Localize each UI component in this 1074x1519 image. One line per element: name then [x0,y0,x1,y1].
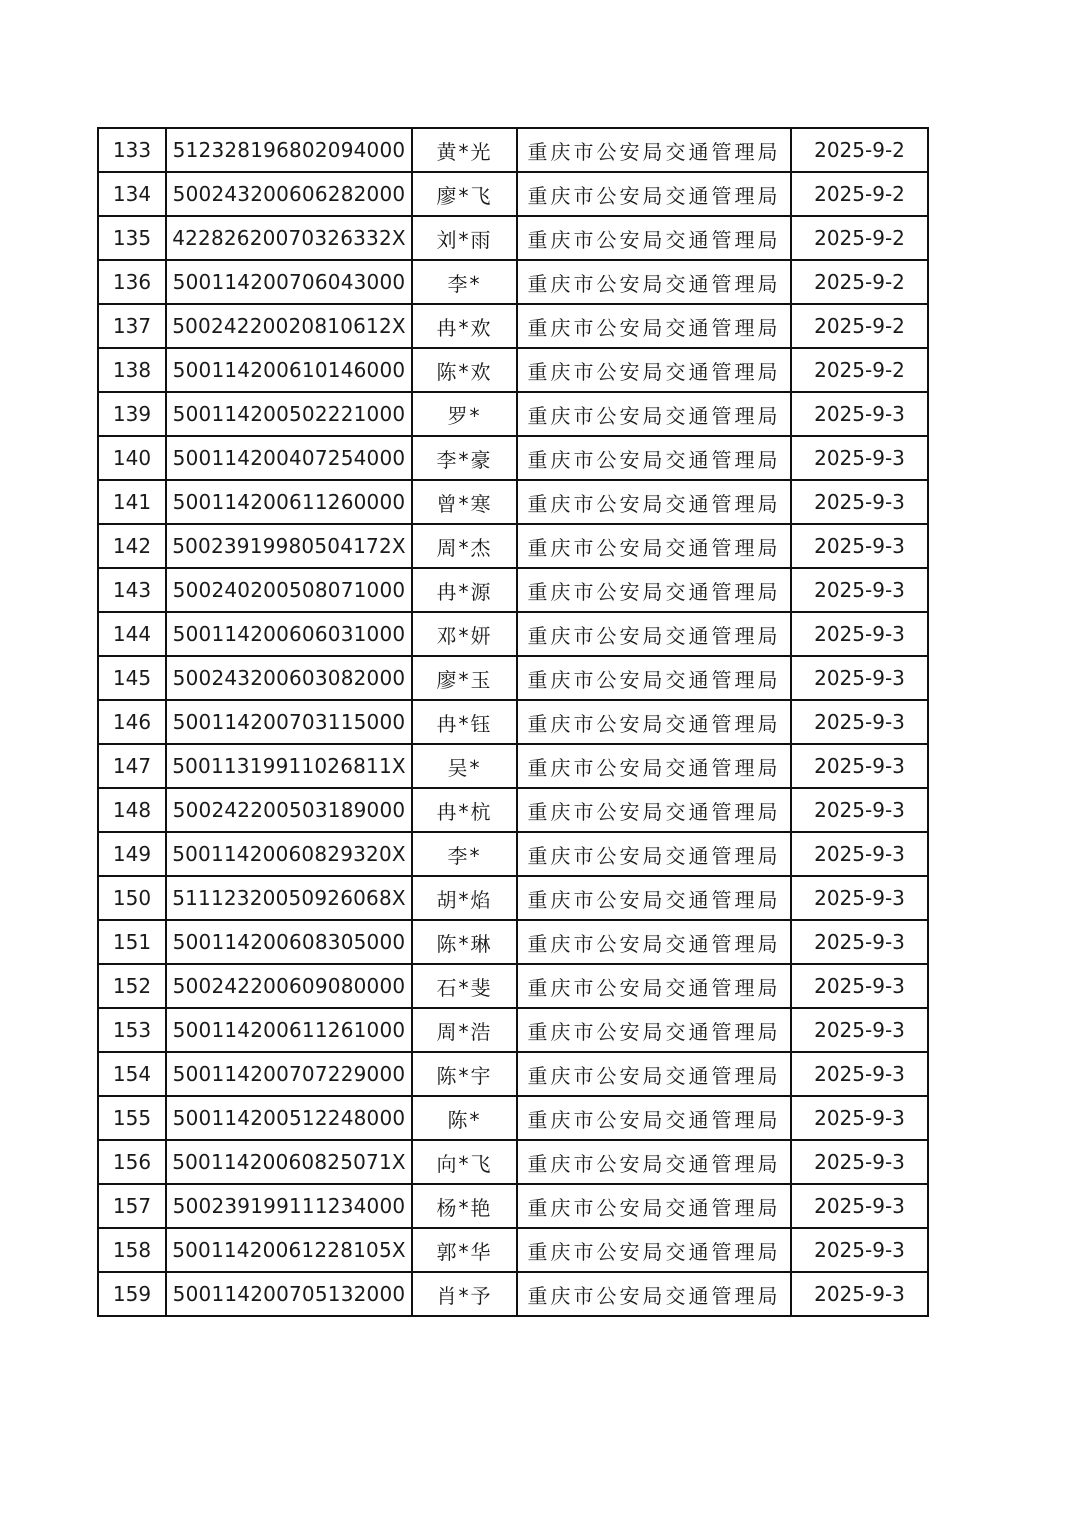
table-row [98,744,928,788]
person-name-cell: 李* [412,260,517,304]
table-row [98,788,928,832]
person-name-cell: 胡*焰 [412,876,517,920]
id-number-cell: 51112320050926068X [166,876,412,920]
date-cell: 2025-9-3 [791,480,928,524]
row-number-cell: 140 [98,436,166,480]
row-number-cell: 158 [98,1228,166,1272]
row-number-cell: 142 [98,524,166,568]
row-number-cell: 139 [98,392,166,436]
agency-cell: 重庆市公安局交通管理局 [517,436,791,480]
table-row [98,524,928,568]
id-number-cell: 512328196802094000 [166,128,412,172]
date-cell: 2025-9-3 [791,832,928,876]
agency-cell: 重庆市公安局交通管理局 [517,216,791,260]
date-cell: 2025-9-3 [791,1008,928,1052]
table-row [98,436,928,480]
person-name-cell: 李*豪 [412,436,517,480]
agency-cell: 重庆市公安局交通管理局 [517,1272,791,1316]
table-row [98,1052,928,1096]
person-name-cell: 邓*妍 [412,612,517,656]
roster-table [97,127,929,1317]
person-name-cell: 陈*欢 [412,348,517,392]
id-number-cell: 500242200609080000 [166,964,412,1008]
table-row [98,920,928,964]
person-name-cell: 陈*宇 [412,1052,517,1096]
table-row [98,1008,928,1052]
table-row [98,216,928,260]
table-row [98,172,928,216]
date-cell: 2025-9-2 [791,128,928,172]
person-name-cell: 冉*杭 [412,788,517,832]
date-cell: 2025-9-3 [791,1272,928,1316]
person-name-cell: 向*飞 [412,1140,517,1184]
person-name-cell: 罗* [412,392,517,436]
person-name-cell: 黄*光 [412,128,517,172]
person-name-cell: 廖*飞 [412,172,517,216]
table-row [98,700,928,744]
person-name-cell: 冉*欢 [412,304,517,348]
date-cell: 2025-9-3 [791,700,928,744]
row-number-cell: 151 [98,920,166,964]
row-number-cell: 154 [98,1052,166,1096]
table-row [98,392,928,436]
table-row [98,964,928,1008]
person-name-cell: 冉*源 [412,568,517,612]
agency-cell: 重庆市公安局交通管理局 [517,392,791,436]
id-number-cell: 500243200603082000 [166,656,412,700]
row-number-cell: 148 [98,788,166,832]
row-number-cell: 146 [98,700,166,744]
row-number-cell: 143 [98,568,166,612]
date-cell: 2025-9-3 [791,744,928,788]
person-name-cell: 周*杰 [412,524,517,568]
agency-cell: 重庆市公安局交通管理局 [517,1184,791,1228]
row-number-cell: 144 [98,612,166,656]
date-cell: 2025-9-3 [791,524,928,568]
date-cell: 2025-9-2 [791,304,928,348]
row-number-cell: 149 [98,832,166,876]
person-name-cell: 廖*玉 [412,656,517,700]
row-number-cell: 135 [98,216,166,260]
person-name-cell: 吴* [412,744,517,788]
row-number-cell: 145 [98,656,166,700]
row-number-cell: 152 [98,964,166,1008]
id-number-cell: 500239199111234000 [166,1184,412,1228]
id-number-cell: 500243200606282000 [166,172,412,216]
table-row [98,260,928,304]
agency-cell: 重庆市公安局交通管理局 [517,480,791,524]
row-number-cell: 147 [98,744,166,788]
date-cell: 2025-9-3 [791,876,928,920]
id-number-cell: 50011319911026811X [166,744,412,788]
table-row [98,128,928,172]
id-number-cell: 500242200503189000 [166,788,412,832]
person-name-cell: 郭*华 [412,1228,517,1272]
table-row [98,304,928,348]
row-number-cell: 156 [98,1140,166,1184]
date-cell: 2025-9-2 [791,172,928,216]
id-number-cell: 500240200508071000 [166,568,412,612]
id-number-cell: 50011420060825071X [166,1140,412,1184]
agency-cell: 重庆市公安局交通管理局 [517,1008,791,1052]
agency-cell: 重庆市公安局交通管理局 [517,348,791,392]
id-number-cell: 500114200707229000 [166,1052,412,1096]
date-cell: 2025-9-3 [791,964,928,1008]
date-cell: 2025-9-2 [791,348,928,392]
agency-cell: 重庆市公安局交通管理局 [517,744,791,788]
date-cell: 2025-9-3 [791,436,928,480]
person-name-cell: 陈*琳 [412,920,517,964]
row-number-cell: 133 [98,128,166,172]
date-cell: 2025-9-3 [791,568,928,612]
date-cell: 2025-9-2 [791,260,928,304]
person-name-cell: 肖*予 [412,1272,517,1316]
table-row [98,568,928,612]
row-number-cell: 157 [98,1184,166,1228]
date-cell: 2025-9-3 [791,920,928,964]
agency-cell: 重庆市公安局交通管理局 [517,1052,791,1096]
row-number-cell: 153 [98,1008,166,1052]
id-number-cell: 500114200703115000 [166,700,412,744]
agency-cell: 重庆市公安局交通管理局 [517,612,791,656]
id-number-cell: 500114200407254000 [166,436,412,480]
date-cell: 2025-9-3 [791,612,928,656]
id-number-cell: 50023919980504172X [166,524,412,568]
agency-cell: 重庆市公安局交通管理局 [517,656,791,700]
row-number-cell: 137 [98,304,166,348]
person-name-cell: 刘*雨 [412,216,517,260]
id-number-cell: 500114200512248000 [166,1096,412,1140]
agency-cell: 重庆市公安局交通管理局 [517,1096,791,1140]
table-row [98,348,928,392]
table-row [98,1184,928,1228]
id-number-cell: 50011420061228105X [166,1228,412,1272]
agency-cell: 重庆市公安局交通管理局 [517,964,791,1008]
agency-cell: 重庆市公安局交通管理局 [517,1228,791,1272]
table-row [98,480,928,524]
table-row [98,832,928,876]
agency-cell: 重庆市公安局交通管理局 [517,304,791,348]
table-row [98,656,928,700]
roster-table-body [98,128,928,1316]
row-number-cell: 150 [98,876,166,920]
person-name-cell: 冉*钰 [412,700,517,744]
row-number-cell: 159 [98,1272,166,1316]
agency-cell: 重庆市公安局交通管理局 [517,524,791,568]
date-cell: 2025-9-3 [791,788,928,832]
row-number-cell: 138 [98,348,166,392]
id-number-cell: 50011420060829320X [166,832,412,876]
id-number-cell: 500114200611260000 [166,480,412,524]
agency-cell: 重庆市公安局交通管理局 [517,128,791,172]
agency-cell: 重庆市公安局交通管理局 [517,832,791,876]
date-cell: 2025-9-2 [791,216,928,260]
date-cell: 2025-9-3 [791,1096,928,1140]
id-number-cell: 500114200610146000 [166,348,412,392]
agency-cell: 重庆市公安局交通管理局 [517,920,791,964]
id-number-cell: 500114200606031000 [166,612,412,656]
row-number-cell: 134 [98,172,166,216]
person-name-cell: 曾*寒 [412,480,517,524]
date-cell: 2025-9-3 [791,656,928,700]
date-cell: 2025-9-3 [791,1140,928,1184]
date-cell: 2025-9-3 [791,392,928,436]
id-number-cell: 50024220020810612X [166,304,412,348]
id-number-cell: 500114200611261000 [166,1008,412,1052]
id-number-cell: 42282620070326332X [166,216,412,260]
person-name-cell: 杨*艳 [412,1184,517,1228]
row-number-cell: 136 [98,260,166,304]
date-cell: 2025-9-3 [791,1052,928,1096]
id-number-cell: 500114200502221000 [166,392,412,436]
id-number-cell: 500114200706043000 [166,260,412,304]
person-name-cell: 李* [412,832,517,876]
date-cell: 2025-9-3 [791,1228,928,1272]
agency-cell: 重庆市公安局交通管理局 [517,568,791,612]
table-row [98,612,928,656]
table-row [98,1272,928,1316]
person-name-cell: 石*斐 [412,964,517,1008]
agency-cell: 重庆市公安局交通管理局 [517,172,791,216]
person-name-cell: 陈* [412,1096,517,1140]
table-row [98,1096,928,1140]
row-number-cell: 141 [98,480,166,524]
table-row [98,876,928,920]
id-number-cell: 500114200705132000 [166,1272,412,1316]
row-number-cell: 155 [98,1096,166,1140]
agency-cell: 重庆市公安局交通管理局 [517,260,791,304]
table-row [98,1228,928,1272]
agency-cell: 重庆市公安局交通管理局 [517,700,791,744]
table-row [98,1140,928,1184]
person-name-cell: 周*浩 [412,1008,517,1052]
date-cell: 2025-9-3 [791,1184,928,1228]
id-number-cell: 500114200608305000 [166,920,412,964]
agency-cell: 重庆市公安局交通管理局 [517,788,791,832]
agency-cell: 重庆市公安局交通管理局 [517,876,791,920]
agency-cell: 重庆市公安局交通管理局 [517,1140,791,1184]
